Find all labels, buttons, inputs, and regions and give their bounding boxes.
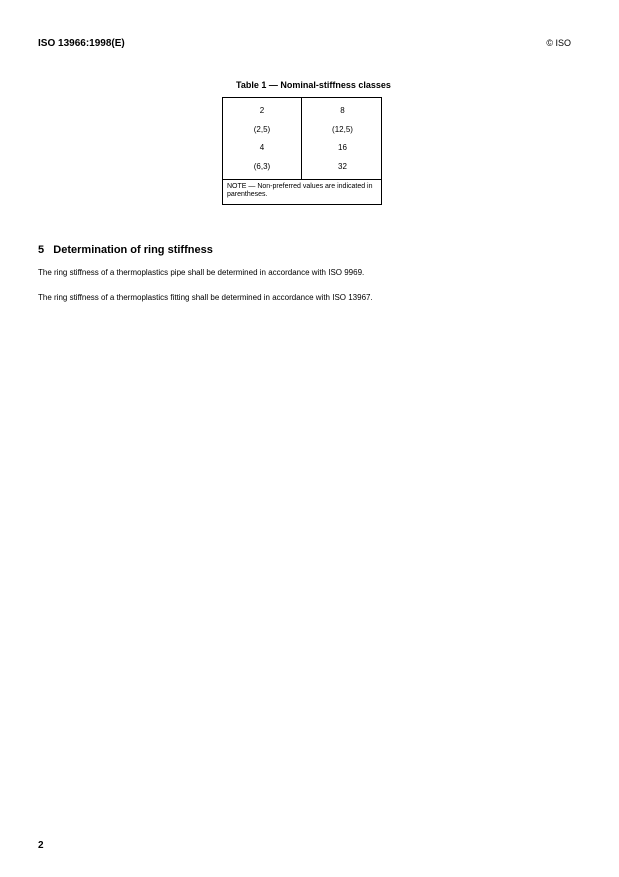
table-cell: 16 xyxy=(338,143,347,152)
table-caption: Table 1 — Nominal-stiffness classes xyxy=(236,80,391,90)
table-cell: (12,5) xyxy=(332,124,353,134)
standard-id: ISO 13966:1998(E) xyxy=(38,38,125,49)
table-cell: 32 xyxy=(338,161,347,171)
table-column-1 xyxy=(223,98,302,180)
section-number: 5 xyxy=(38,244,45,256)
paragraph: The ring stiffness of a thermoplastics pipe shall be determined in accordance with ISO 9969. xyxy=(38,268,365,277)
table-column-2 xyxy=(303,98,382,180)
stiffness-table xyxy=(222,97,382,205)
page-number: 2 xyxy=(38,840,44,851)
copyright: © ISO xyxy=(546,38,571,48)
section-heading xyxy=(38,244,213,256)
table-cell: 2 xyxy=(259,106,265,115)
table-cell: (6,3) xyxy=(253,161,271,171)
table-note: NOTE — Non-preferred values are indicated in parentheses. xyxy=(223,179,381,201)
table-cell: (2,5) xyxy=(253,124,271,134)
paragraph: The ring stiffness of a thermoplastics fitting shall be determined in accordance with ISO 13967. xyxy=(38,293,373,302)
table-cell: 4 xyxy=(259,143,265,152)
section-title: Determination of ring stiffness xyxy=(53,244,213,256)
table-cell: 8 xyxy=(340,106,345,115)
